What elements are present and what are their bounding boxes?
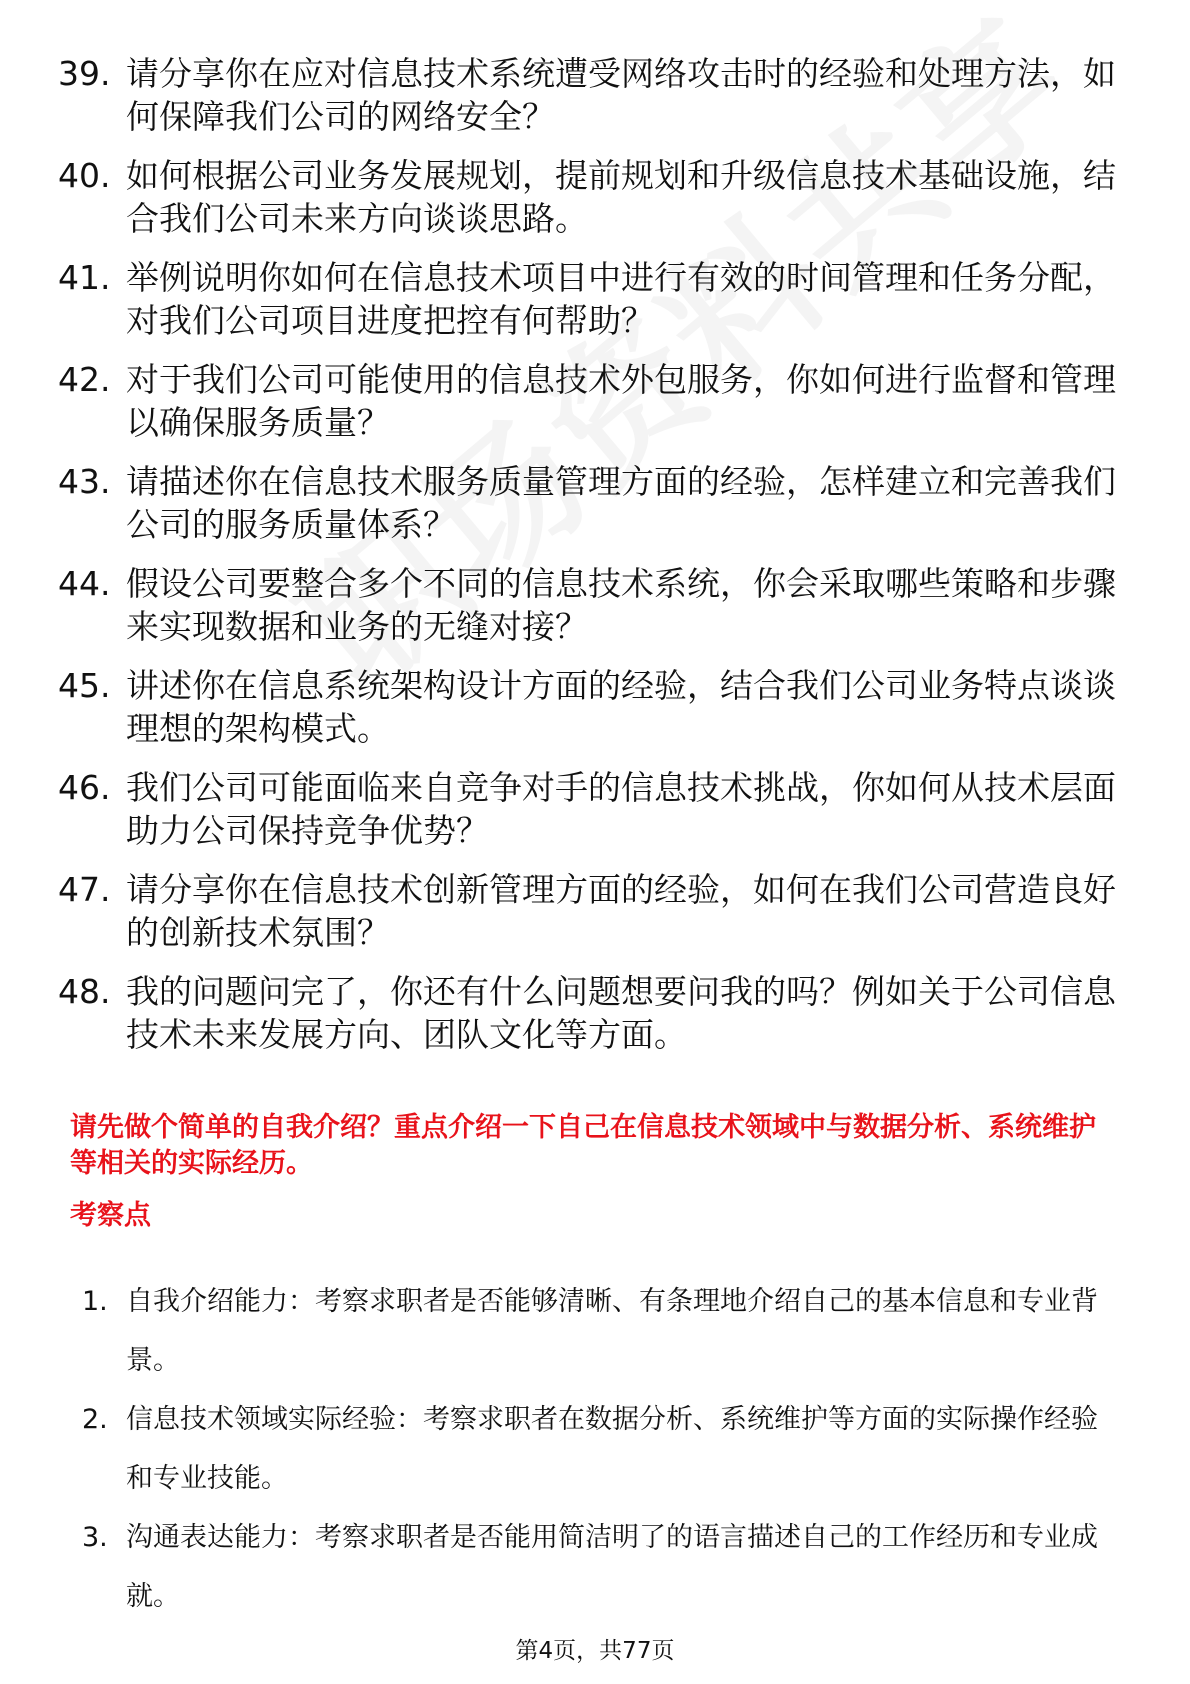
- assessment-points-list: [82, 1272, 1122, 1626]
- question-number: 45.: [58, 666, 111, 705]
- assessment-point: [82, 1508, 1122, 1626]
- question-item: [58, 766, 1118, 852]
- question-text: 如何根据公司业务发展规划，提前规划和升级信息技术基础设施，结合我们公司未来方向谈谈思路。: [126, 156, 1116, 238]
- assessment-point: [82, 1272, 1122, 1390]
- question-number: 44.: [58, 564, 111, 603]
- assessment-point: [82, 1390, 1122, 1508]
- question-text: 请分享你在应对信息技术系统遭受网络攻击时的经验和处理方法，如何保障我们公司的网络安全？: [126, 54, 1116, 136]
- question-item: [58, 868, 1118, 954]
- question-number: 41.: [58, 258, 111, 297]
- question-text: 假设公司要整合多个不同的信息技术系统，你会采取哪些策略和步骤来实现数据和业务的无缝对接？: [126, 564, 1116, 646]
- question-item: [58, 664, 1118, 750]
- question-number: 42.: [58, 360, 111, 399]
- question-text: 举例说明你如何在信息技术项目中进行有效的时间管理和任务分配，对我们公司项目进度把控有何帮助？: [126, 258, 1116, 340]
- page-footer: 第4页，共77页: [515, 1638, 675, 1664]
- question-text: 讲述你在信息系统架构设计方面的经验，结合我们公司业务特点谈谈理想的架构模式。: [126, 666, 1116, 748]
- question-item: [58, 970, 1118, 1056]
- question-text: 我们公司可能面临来自竞争对手的信息技术挑战，你如何从技术层面助力公司保持竞争优势？: [126, 768, 1116, 850]
- question-number: 46.: [58, 768, 111, 807]
- point-number: 1.: [82, 1286, 108, 1317]
- highlight-question: 请先做个简单的自我介绍？重点介绍一下自己在信息技术领域中与数据分析、系统维护等相关的实际经历。: [70, 1112, 1096, 1179]
- question-text: 请分享你在信息技术创新管理方面的经验，如何在我们公司营造良好的创新技术氛围？: [126, 870, 1116, 952]
- point-text: 信息技术领域实际经验：考察求职者在数据分析、系统维护等方面的实际操作经验和专业技能。: [126, 1404, 1098, 1494]
- question-item: [58, 358, 1118, 444]
- question-item: [58, 256, 1118, 342]
- question-number: 43.: [58, 462, 111, 501]
- question-item: [58, 460, 1118, 546]
- question-number: 39.: [58, 54, 111, 93]
- question-text: 请描述你在信息技术服务质量管理方面的经验，怎样建立和完善我们公司的服务质量体系？: [126, 462, 1116, 544]
- point-text: 沟通表达能力：考察求职者是否能用简洁明了的语言描述自己的工作经历和专业成就。: [126, 1522, 1098, 1612]
- point-number: 2.: [82, 1404, 108, 1435]
- question-number: 40.: [58, 156, 111, 195]
- point-number: 3.: [82, 1522, 108, 1553]
- question-number: 47.: [58, 870, 111, 909]
- point-text: 自我介绍能力：考察求职者是否能够清晰、有条理地介绍自己的基本信息和专业背景。: [126, 1286, 1098, 1376]
- section-title: 考察点: [70, 1200, 151, 1231]
- question-item: [58, 154, 1118, 240]
- question-text: 我的问题问完了，你还有什么问题想要问我的吗？例如关于公司信息技术未来发展方向、团队文化等方面。: [126, 972, 1116, 1054]
- question-number: 48.: [58, 972, 111, 1011]
- question-item: [58, 562, 1118, 648]
- question-text: 对于我们公司可能使用的信息技术外包服务，你如何进行监督和管理以确保服务质量？: [126, 360, 1116, 442]
- question-item: [58, 52, 1118, 138]
- question-list: [58, 52, 1118, 1072]
